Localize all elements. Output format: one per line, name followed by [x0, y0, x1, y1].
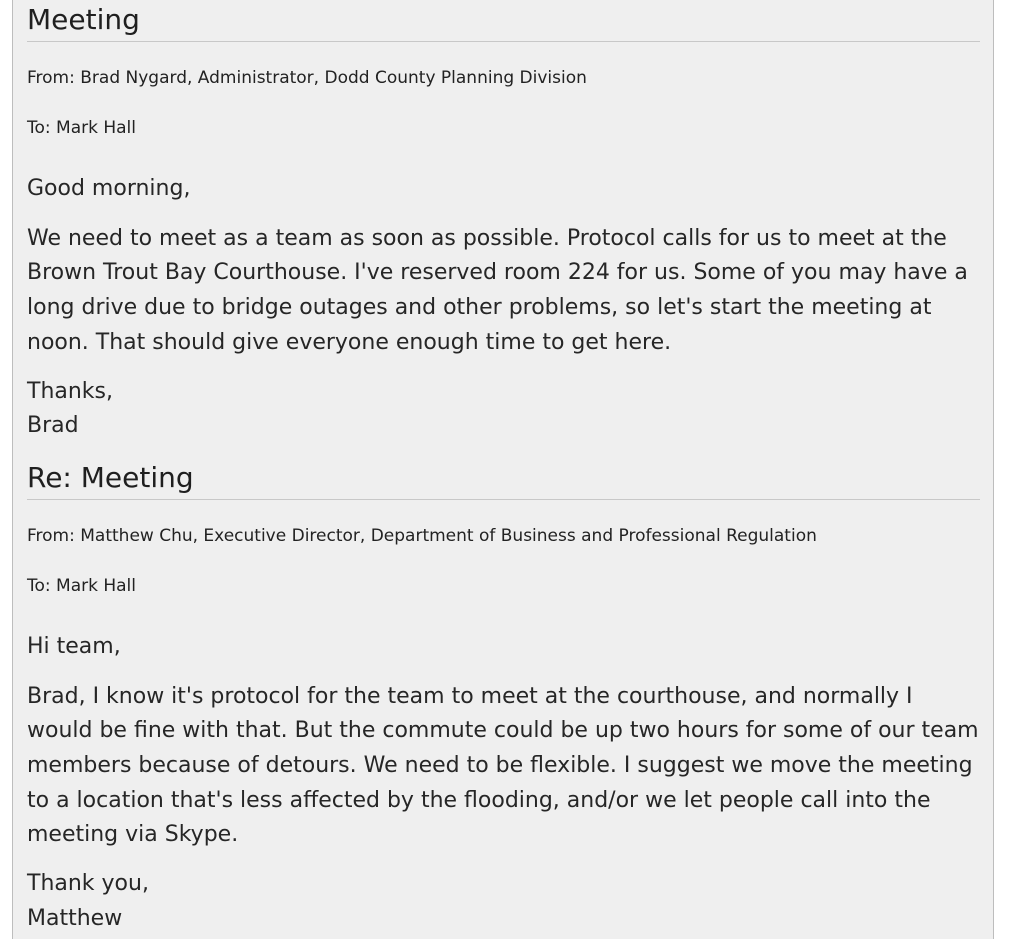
email-body: Brad, I know it's protocol for the team to meet at the courthouse, and normally I would be fine with that. But the commute could be up two hours for some of our team members because of detours. We need to be flexible. I suggest we move the meeting to a location that's less affected by the flooding, and/or we let people call into the meeting via Skype.	[27, 683, 979, 848]
email-message	[27, 0, 980, 444]
email-body: We need to meet as a team as soon as possible. Protocol calls for us to meet at the Brown Trout Bay Courthouse. I've reserved room 224 for us. Some of you may have a long drive due to bridge outages and other problems, so let's start the meeting at noon. That should give everyone enough time to get here.	[27, 225, 968, 355]
email-subject: Re: Meeting	[27, 458, 980, 500]
email-to: To: Mark Hall	[27, 575, 136, 596]
email-from: From: Brad Nygard, Administrator, Dodd County Planning Division	[27, 68, 587, 88]
email-to: To: Mark Hall	[27, 118, 136, 138]
email-message	[27, 458, 980, 937]
email-signoff: Thanks,	[27, 378, 114, 404]
email-greeting: Good morning,	[27, 176, 191, 201]
email-signature: Matthew	[27, 905, 123, 931]
email-signature: Brad	[27, 413, 79, 439]
email-subject: Meeting	[27, 0, 980, 42]
email-thread-panel	[12, 0, 994, 939]
email-greeting: Hi team,	[27, 633, 121, 659]
email-signoff: Thank you,	[27, 871, 149, 897]
email-from: From: Matthew Chu, Executive Director, Department of Business and Professional Regulation	[27, 525, 817, 546]
